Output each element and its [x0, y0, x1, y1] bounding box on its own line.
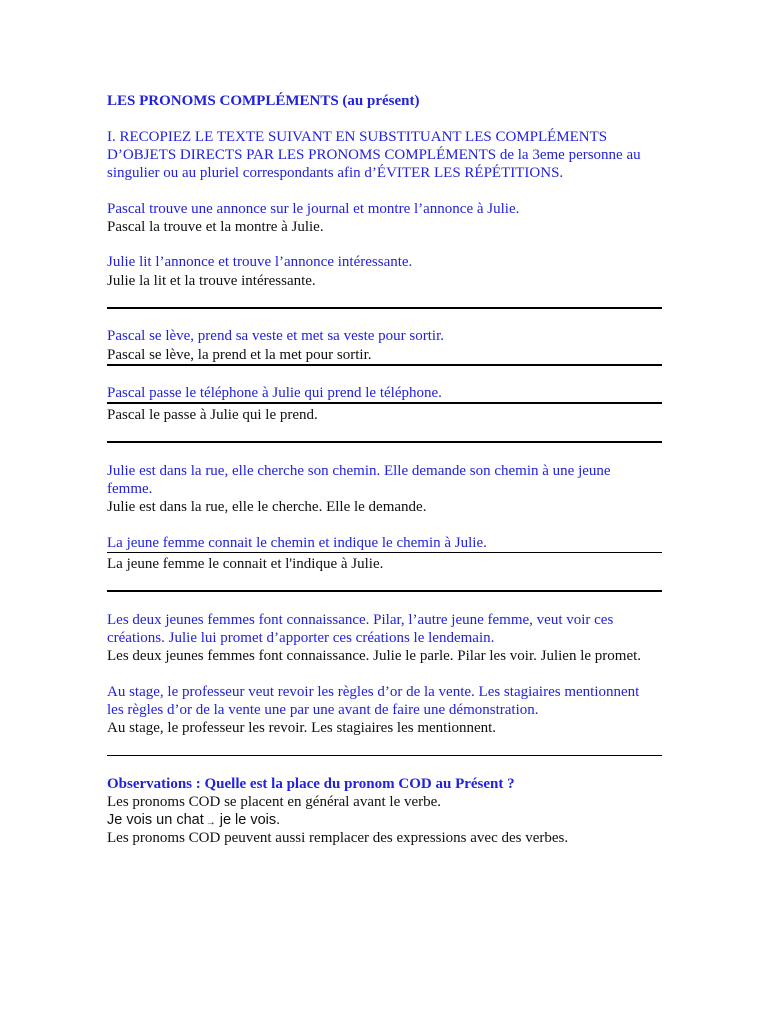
- exercise-question: La jeune femme connait le chemin et indique le chemin à Julie.: [107, 535, 487, 551]
- section-divider: [107, 755, 662, 756]
- exercise-answer: Pascal se lève, la prend et la met pour sortir.: [107, 347, 372, 363]
- example-result: je le vois.: [219, 812, 281, 828]
- exercise-answer: Au stage, le professeur les revoir. Les stagiaires les mentionnent.: [107, 720, 497, 736]
- document-title: LES PRONOMS COMPLÉMENTS (au présent): [107, 93, 420, 109]
- observation-text: Les pronoms COD se placent en général avant le verbe.: [107, 794, 442, 810]
- instruction-line: singulier ou au pluriel correspondants afin d’ÉVITER LES RÉPÉTITIONS.: [107, 165, 564, 181]
- answer-rule: [107, 402, 662, 404]
- answer-rule: [107, 364, 662, 366]
- exercise-question: Julie lit l’annonce et trouve l’annonce intéressante.: [107, 254, 413, 270]
- instruction-line: I. RECOPIEZ LE TEXTE SUIVANT EN SUBSTITUANT LES COMPLÉMENTS: [107, 129, 608, 145]
- exercise-question: Les deux jeunes femmes font connaissance. Pilar, l’autre jeune femme, veut voir ces: [107, 612, 614, 628]
- exercise-answer: Pascal le passe à Julie qui le prend.: [107, 407, 318, 423]
- answer-rule: [107, 307, 662, 309]
- exercise-answer: La jeune femme le connait et l'indique à Julie.: [107, 556, 384, 572]
- exercise-answer: Pascal la trouve et la montre à Julie.: [107, 219, 324, 235]
- exercise-answer: Julie la lit et la trouve intéressante.: [107, 273, 316, 289]
- arrow-right-icon: →: [205, 817, 216, 828]
- exercise-question: Pascal se lève, prend sa veste et met sa veste pour sortir.: [107, 328, 444, 344]
- exercise-question: les règles d’or de la vente une par une avant de faire une démonstration.: [107, 702, 539, 718]
- observations-heading: Observations : Quelle est la place du pronom COD au Présent ?: [107, 776, 515, 792]
- example-sentence: Je vois un chat: [107, 812, 204, 828]
- answer-rule: [107, 441, 662, 443]
- exercise-answer: Les deux jeunes femmes font connaissance. Julie le parle. Pilar les voir. Julien le promet.: [107, 648, 642, 664]
- answer-rule: [107, 590, 662, 592]
- exercise-question: femme.: [107, 481, 153, 497]
- exercise-question: Au stage, le professeur veut revoir les règles d’or de la vente. Les stagiaires mentionnent: [107, 684, 640, 700]
- document-page: [107, 0, 662, 1024]
- exercise-question: Julie est dans la rue, elle cherche son chemin. Elle demande son chemin à une jeune: [107, 463, 611, 479]
- observation-text: Les pronoms COD peuvent aussi remplacer des expressions avec des verbes.: [107, 830, 569, 846]
- answer-rule: [107, 552, 662, 553]
- exercise-answer: Julie est dans la rue, elle le cherche. Elle le demande.: [107, 499, 427, 515]
- exercise-question: créations. Julie lui promet d’apporter ces créations le lendemain.: [107, 630, 495, 646]
- exercise-question: Pascal trouve une annonce sur le journal et montre l’annonce à Julie.: [107, 201, 520, 217]
- instruction-line: D’OBJETS DIRECTS PAR LES PRONOMS COMPLÉMENTS de la 3eme personne au: [107, 147, 641, 163]
- exercise-question: Pascal passe le téléphone à Julie qui prend le téléphone.: [107, 385, 442, 401]
